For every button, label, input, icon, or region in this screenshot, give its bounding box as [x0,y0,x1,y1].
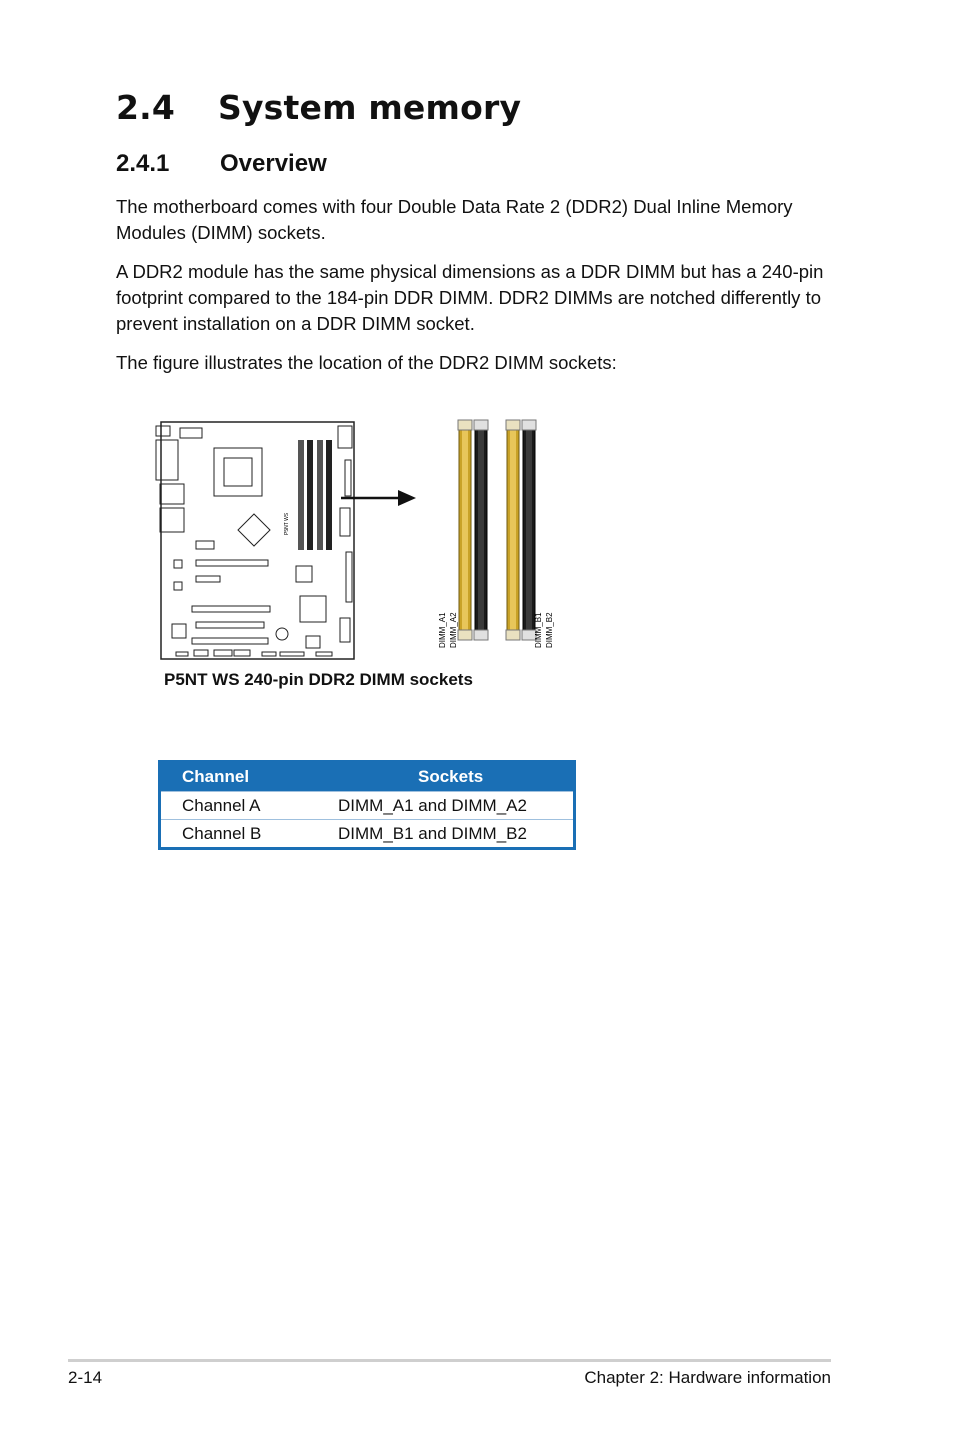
slot-label-b2: DIMM_B2 [545,612,554,648]
table-row [160,792,575,820]
page-number: 2-14 [68,1368,103,1387]
dimm-slot-b1 [506,420,520,640]
column-header-sockets: Sockets [338,762,575,792]
cell-sockets: DIMM_B1 and DIMM_B2 [338,820,575,849]
section-number: 2.4 [116,88,176,127]
cell-channel: Channel B [160,820,339,849]
slot-label-b1: DIMM_B1 [534,612,543,648]
footer-divider [68,1359,831,1362]
subsection-heading [116,150,327,178]
board-label: P5NT WS [284,512,290,535]
motherboard-diagram [150,410,580,670]
dimm-slot-b2 [522,420,536,640]
dimm-location-figure [150,410,580,670]
table-row [160,820,575,849]
cell-channel: Channel A [160,792,339,820]
board-dimm-slot [307,440,313,550]
dimm-slot-a1 [458,420,472,640]
motherboard-outline [161,422,354,659]
paragraph-figure-intro: The figure illustrates the location of the DDR2 DIMM sockets: [116,352,617,373]
dimm-slot-a2 [474,420,488,640]
slot-label-a2: DIMM_A2 [449,612,458,648]
chapter-title: Chapter 2: Hardware information [584,1368,831,1387]
board-dimm-slot [326,440,332,550]
arrow-head [398,490,416,506]
cell-sockets: DIMM_A1 and DIMM_A2 [338,792,575,820]
board-dimm-slot [317,440,323,550]
subsection-title: Overview [220,150,327,177]
table-header-row [160,762,575,792]
section-heading [116,88,521,127]
subsection-number: 2.4.1 [116,150,170,177]
column-header-channel: Channel [160,762,339,792]
figure-caption: P5NT WS 240-pin DDR2 DIMM sockets [164,670,473,689]
section-title: System memory [218,88,522,127]
channel-table [158,760,576,850]
paragraph-ddr2: A DDR2 module has the same physical dimensions as a DDR DIMM but has a 240-pin footprint compared to the 184-pin DDR DIMM. DDR2 DIMMs are notched differently to prevent installation on a DDR DIMM socket. [116,261,824,334]
slot-label-a1: DIMM_A1 [438,612,447,648]
board-dimm-slot [298,440,304,550]
paragraph-intro: The motherboard comes with four Double Data Rate 2 (DDR2) Dual Inline Memory Modules (DIMM) sockets. [116,196,793,243]
